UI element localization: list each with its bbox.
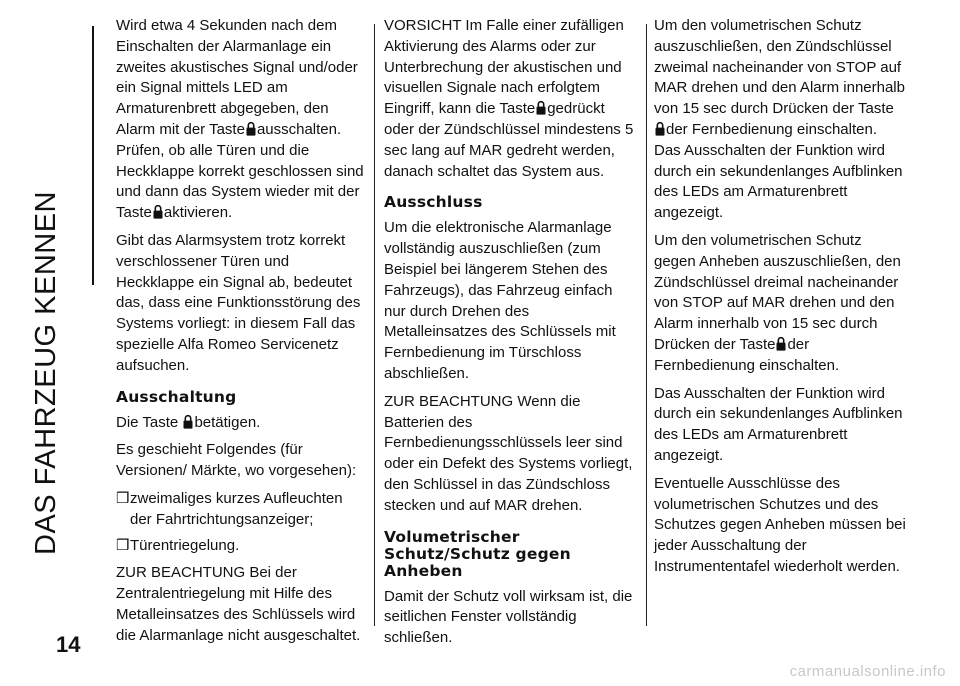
list-item: ❒ zweimaliges kurzes Aufleuchten der Fahrtrichtungsanzeiger; (116, 489, 343, 528)
section-heading: Ausschluss (384, 193, 483, 212)
paragraph: ZUR BEACHTUNG Wenn die Batterien des Fernbedienungsschlüssels leer sind oder ein Defekt des Systems vorliegt, den Schlüssel in das Zündschloss stecken und auf MAR drehen. (384, 392, 633, 514)
section-title: DAS FAHRZEUG KENNEN (30, 191, 62, 555)
list-item: ❒ Türentriegelung. (116, 536, 368, 557)
paragraph: ZUR BEACHTUNG Bei der Zentralentriegelung mit Hilfe des Metalleinsatzes des Schlüssels wird die Alarmanlage nicht ausgeschaltet. (116, 564, 361, 644)
paragraph: Eventuelle Ausschlüsse des volumetrischen Schutzes und des Schutzes gegen Anheben müssen bei jeder Ausschaltung der Instrumententafel wiederholt werden. (654, 474, 906, 575)
text-column-1 (116, 16, 368, 654)
lock-key-icon (183, 414, 193, 429)
paragraph: VORSICHT Im Falle einer zufälligen Aktivierung des Alarms oder zur Unterbrechung der akustischen und visuellen Signale nach erfolgtem Eingriff, kann die Taste gedrückt oder der Zündschlüssel mindestens 5 sec lang auf MAR gedreht werden, danach schaltet das System aus. (384, 17, 634, 180)
page-number: 14 (56, 632, 81, 657)
lock-key-icon (153, 204, 163, 219)
paragraph: Die Taste betätigen. (116, 413, 261, 431)
checkbox-bullet-icon: ❒ (116, 536, 130, 554)
section-heading: Ausschaltung (116, 387, 237, 406)
lock-key-icon (536, 100, 546, 115)
paragraph: Gibt das Alarmsystem trotz korrekt verschlossener Türen und Heckklappe ein Signal ab, bedeutet das, dass eine Funktionsstörung des Systems vorliegt: in diesem Fall das spezielle Alfa Romeo Servicenetz aufsuchen. (116, 231, 361, 374)
watermark: carmanualsonline.info (789, 663, 946, 680)
text-column-2 (384, 16, 636, 656)
section-heading: Volumetrischer Schutz/Schutz gegen Anheben (384, 527, 571, 580)
lock-key-icon (655, 121, 665, 136)
column-divider (374, 24, 375, 626)
paragraph: Das Ausschalten der Funktion wird durch ein sekundenlanges Aufblinken des LEDs am Armaturenbrett angezeigt. (654, 384, 903, 464)
paragraph: Um den volumetrischen Schutz auszuschließen, den Zündschlüssel zweimal nacheinander von STOP auf MAR drehen und den Alarm innerhalb von 15 sec durch Drücken der Taste der Fernbedienung einschalten. Das Ausschalten der Funktion wird durch ein sekundenlanges Aufblinken des LEDs am Armaturenbrett angezeigt. (654, 17, 905, 222)
paragraph: Damit der Schutz voll wirksam ist, die seitlichen Fenster vollständig schließen. (384, 587, 633, 647)
paragraph: Um den volumetrischen Schutz gegen Anheben auszuschließen, den Zündschlüssel dreimal nacheinander von STOP auf MAR drehen und den Alarm innerhalb von 15 sec durch Drücken der Taste der Fernbedienung einschalten. (654, 231, 901, 374)
text-column-3 (654, 16, 906, 585)
bullet-list (116, 489, 368, 556)
paragraph: Wird etwa 4 Sekunden nach dem Einschalten der Alarmanlage ein zweites akustisches Signal und/oder ein Signal mittels LED am Armaturenbrett abgegeben, den Alarm mit der Taste ausschalten. Prüfen, ob alle Türen und die Heckklappe korrekt geschlossen sind und dann das System wieder mit der Taste aktivieren. (116, 17, 364, 222)
paragraph: Es geschieht Folgendes (für Versionen/ Märkte, wo vorgesehen): (116, 441, 357, 480)
column-divider (646, 24, 647, 626)
section-title-rule (92, 26, 94, 285)
lock-key-icon (776, 336, 786, 351)
checkbox-bullet-icon: ❒ (116, 489, 130, 507)
paragraph: Um die elektronische Alarmanlage vollständig auszuschließen (zum Beispiel bei längerem Stehen des Fahrzeugs), das Fahrzeug einfach nur durch Drehen des Metalleinsatzes des Schlüssels mit Fernbedienung im Türschloss abschließen. (384, 219, 616, 382)
lock-key-icon (246, 121, 256, 136)
